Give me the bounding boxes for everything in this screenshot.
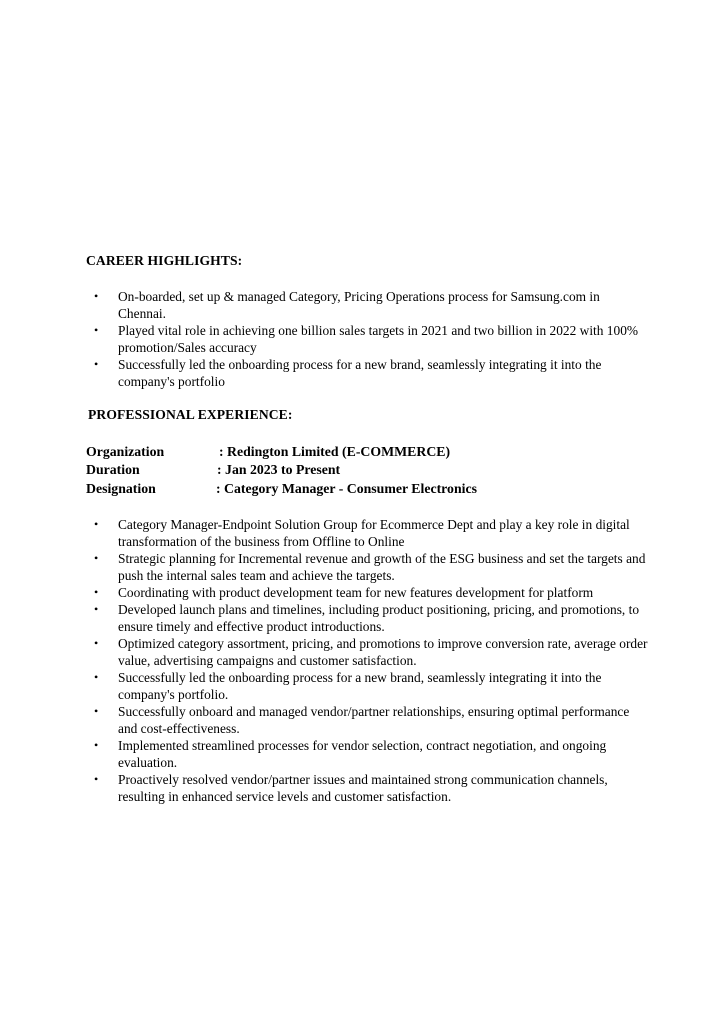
experience-responsibilities-list: [94, 516, 648, 805]
list-item: [94, 550, 648, 584]
designation-label: Designation: [86, 481, 156, 496]
bullet-icon: •: [94, 670, 99, 684]
list-item-text: Successfully onboard and managed vendor/partner relationships, ensuring optimal performance and cost-effectiveness.: [118, 704, 630, 736]
list-item: [94, 669, 648, 703]
list-item-text: Optimized category assortment, pricing, and promotions to improve conversion rate, average order value, advertising campaigns and customer satisfaction.: [118, 636, 648, 668]
bullet-icon: •: [94, 289, 99, 303]
list-item: [94, 703, 648, 737]
list-item-text: Successfully led the onboarding process for a new brand, seamlessly integrating it into the company's portfolio: [118, 357, 602, 389]
bullet-icon: •: [94, 551, 99, 565]
list-item-text: Played vital role in achieving one billion sales targets in 2021 and two billion in 2022 with 100% promotion/Sales accuracy: [118, 323, 639, 355]
list-item: [94, 356, 648, 390]
career-highlights-list: [94, 288, 648, 390]
professional-experience-heading: PROFESSIONAL EXPERIENCE:: [88, 407, 293, 422]
bullet-icon: •: [94, 602, 99, 616]
organization-value: : Redington Limited (E-COMMERCE): [219, 444, 451, 459]
list-item: [94, 601, 648, 635]
bullet-icon: •: [94, 357, 99, 371]
list-item-text: Coordinating with product development team for new features development for platform: [118, 585, 594, 600]
list-item-text: On-boarded, set up & managed Category, Pricing Operations process for Samsung.com in Chennai.: [118, 289, 600, 321]
bullet-icon: •: [94, 704, 99, 718]
list-item-text: Developed launch plans and timelines, including product positioning, pricing, and promotions, to ensure timely and effective product introductions.: [118, 602, 640, 634]
list-item: [94, 771, 648, 805]
list-item: [94, 516, 648, 550]
duration-label: Duration: [86, 462, 140, 477]
organization-label: Organization: [86, 444, 165, 459]
bullet-icon: •: [94, 585, 99, 599]
list-item: [94, 635, 648, 669]
list-item: [94, 322, 648, 356]
list-item-text: Strategic planning for Incremental revenue and growth of the ESG business and set the targets and push the internal sales team and achieve the targets.: [118, 551, 646, 583]
list-item-text: Proactively resolved vendor/partner issues and maintained strong communication channels, resulting in enhanced service levels and customer satisfaction.: [118, 772, 608, 804]
list-item: [94, 288, 648, 322]
duration-value: : Jan 2023 to Present: [217, 462, 341, 477]
list-item: [94, 737, 648, 771]
bullet-icon: •: [94, 636, 99, 650]
list-item-text: Implemented streamlined processes for vendor selection, contract negotiation, and ongoing evaluation.: [118, 738, 607, 770]
bullet-icon: •: [94, 738, 99, 752]
bullet-icon: •: [94, 323, 99, 337]
bullet-icon: •: [94, 772, 99, 786]
career-highlights-heading: CAREER HIGHLIGHTS:: [86, 253, 243, 268]
bullet-icon: •: [94, 517, 99, 531]
list-item: [94, 584, 648, 601]
list-item-text: Successfully led the onboarding process for a new brand, seamlessly integrating it into the company's portfolio.: [118, 670, 602, 702]
list-item-text: Category Manager-Endpoint Solution Group for Ecommerce Dept and play a key role in digital transformation of the business from Offline to Online: [118, 517, 630, 549]
designation-value: : Category Manager - Consumer Electronics: [216, 481, 477, 496]
